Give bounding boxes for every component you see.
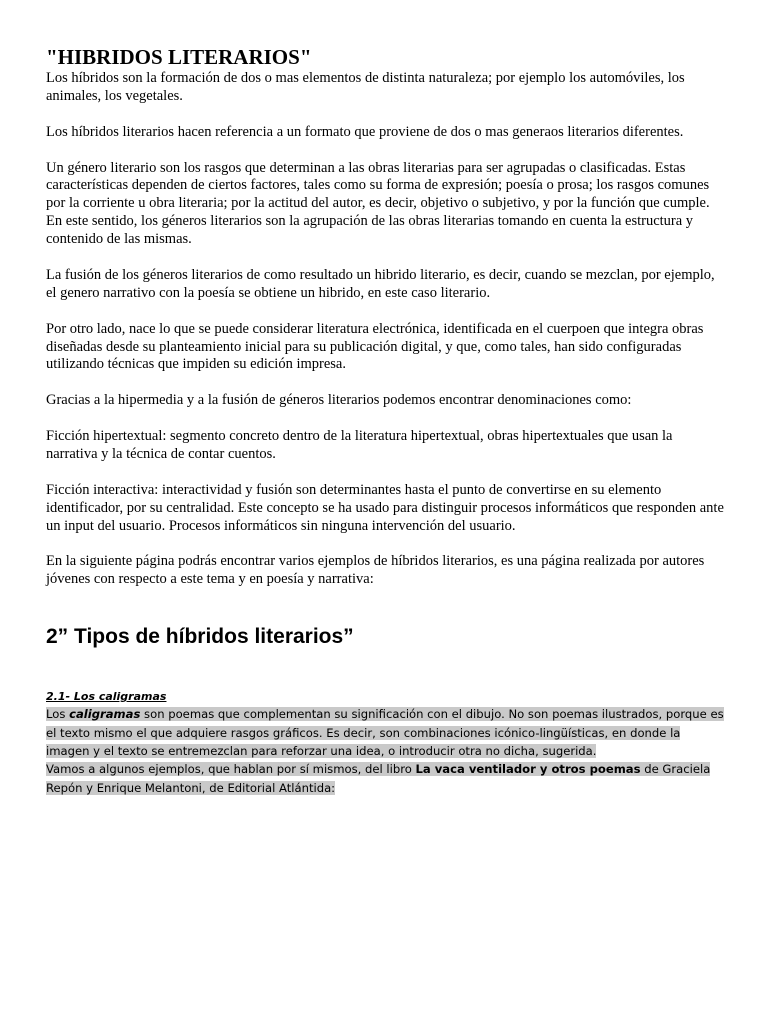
paragraph-siguiente-pagina: En la siguiente página podrás encontrar varios ejemplos de híbridos literarios, es una página realizada por autores jóvenes con respecto a este tema y en poesía y narrativa: (46, 553, 705, 588)
document-title: "HIBRIDOS LITERARIOS" (46, 45, 312, 69)
caligramas-intro-prefix: Los (46, 707, 70, 722)
paragraph-hipermedia: Gracias a la hipermedia y a la fusión de géneros literarios podemos encontrar denominaciones como: (46, 392, 632, 409)
caligramas-term: caligramas (69, 707, 141, 722)
paragraph-fusion-generos: La fusión de los géneros literarios de como resultado un hibrido literario, es decir, cuando se mezclan, por ejemplo, el genero narrativo con la poesía se obtiene un hibrido, en este caso literario. (46, 266, 715, 301)
caligramas-examples (46, 760, 726, 797)
caligramas-examples-rest: de Graciela Repón y Enrique Melantoni, de Editorial Atlántida: (46, 762, 711, 795)
caligramas-intro (46, 705, 726, 760)
subsection-heading: 2.1- Los caligramas (46, 690, 167, 704)
paragraph-ficcion-hipertextual: Ficción hipertextual: segmento concreto dentro de la literatura hipertextual, obras hipertextuales que usan la narrativa y la técnica de contar cuentos. (46, 428, 673, 462)
caligramas-intro-rest: son poemas que complementan su significación con el dibujo. No son poemas ilustrados, porque es el texto mismo el que adquiere rasgos gráficos. Es decir, son combinaciones icónico-lingüísticas, en donde la imagen y el texto se entremezclan para reforzar una idea, o introducir otra no dicha, sugerida. (46, 707, 724, 758)
caligramas-text-block (46, 705, 726, 797)
paragraph-literatura-electronica: Por otro lado, nace lo que se puede considerar literatura electrónica, identificada en el cuerpoen que integra obras diseñadas desde su planteamiento inicial para su publicación digital, y que, como tales, han sido configuradas utilizando técnicas que impiden su edición impresa. (46, 320, 704, 373)
paragraph-hibridos-definition: Los híbridos son la formación de dos o mas elementos de distinta naturaleza; por ejemplo los automóviles, los animales, los vegetales. (46, 70, 685, 104)
paragraph-genero-literario: Un género literario son los rasgos que determinan a las obras literarias para ser agrupadas o clasificadas. Estas características dependen de ciertos factores, tales como su forma de expresión; poesía o prosa; los rasgos comunes por la corriente u obra literaria; por la actitud del autor, es decir, objetivo o subjetivo, y por la función que cumple. En este sentido, los géneros literarios son la agrupación de las obras literarias tomando en cuenta la estructura y contenido de las mismas. (46, 159, 710, 248)
book-title: La vaca ventilador y otros poemas (415, 762, 641, 777)
caligramas-examples-prefix: Vamos a algunos ejemplos, que hablan por sí mismos, del libro (46, 762, 416, 777)
paragraph-ficcion-interactiva: Ficción interactiva: interactividad y fusión son determinantes hasta el punto de convertirse en su elemento identificador, por su centralidad. Este concepto se ha usado para distinguir procesos informáticos que responden ante un input del usuario. Procesos informáticos sin ninguna intervención del usuario. (46, 481, 724, 534)
section-heading: 2” Tipos de híbridos literarios” (46, 625, 354, 649)
document-page (46, 44, 726, 797)
paragraph-hibridos-literarios: Los híbridos literarios hacen referencia a un formato que proviene de dos o mas generaos literarios diferentes. (46, 123, 684, 140)
